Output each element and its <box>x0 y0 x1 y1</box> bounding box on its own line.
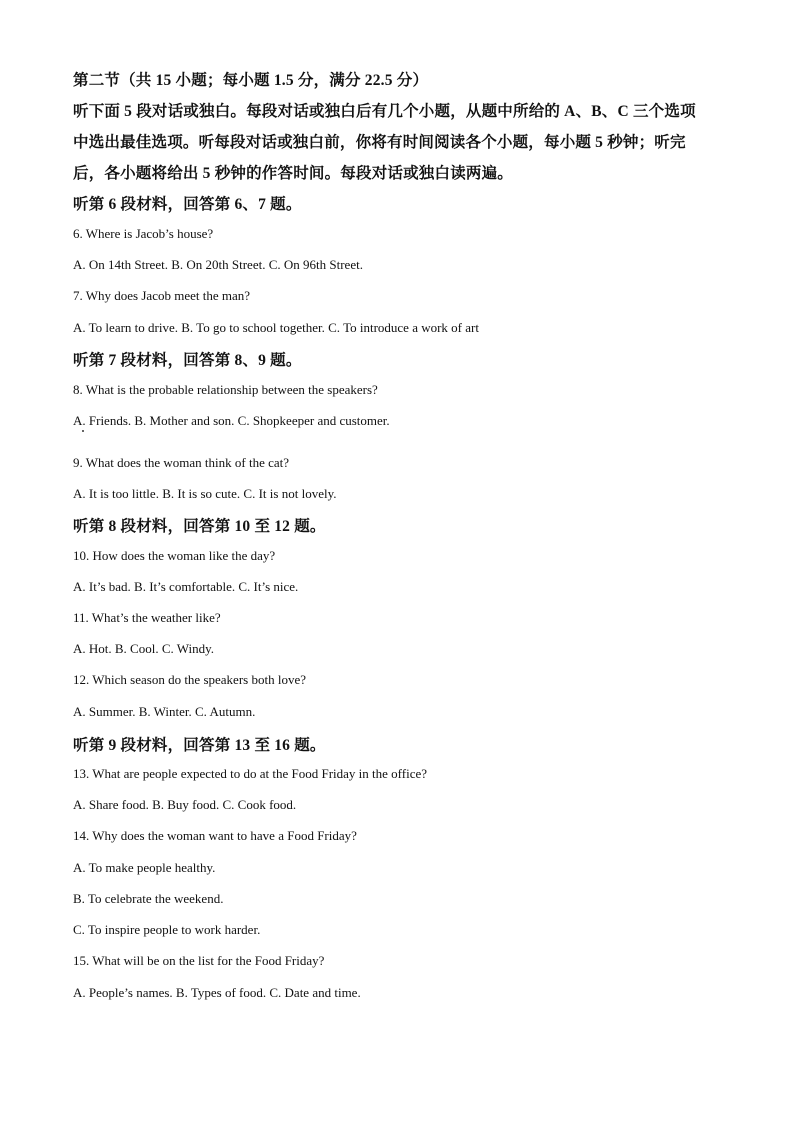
question-options-9: A. It is too little. B. It is so cute. C. It is not lovely. <box>73 486 337 501</box>
question-stem-8: 8. What is the probable relationship between the speakers? <box>73 382 378 397</box>
question-options-8: A. Friends. B. Mother and son. C. Shopkeeper and customer. <box>73 413 390 428</box>
group-heading-7: 听第 7 段材料，回答第 8、9 题。 <box>73 352 302 369</box>
question-option-14a: A. To make people healthy. <box>73 860 216 875</box>
question-stem-10: 10. How does the woman like the day? <box>73 548 276 563</box>
question-options-6: A. On 14th Street. B. On 20th Street. C. On 96th Street. <box>73 257 363 272</box>
instructions-line-1: 听下面 5 段对话或独白。每段对话或独白后有几个小题，从题中所给的 A、B、C 三个选项 <box>73 103 696 120</box>
group-heading-6: 听第 6 段材料，回答第 6、7 题。 <box>73 196 302 213</box>
question-options-7: A. To learn to drive. B. To go to school together. C. To introduce a work of art <box>73 320 479 335</box>
question-stem-11: 11. What’s the weather like? <box>73 610 221 625</box>
question-option-14c: C. To inspire people to work harder. <box>73 922 261 937</box>
question-stem-13: 13. What are people expected to do at the Food Friday in the office? <box>73 766 428 781</box>
question-stem-15: 15. What will be on the list for the Food Friday? <box>73 953 325 968</box>
stray-dot <box>82 430 84 432</box>
question-stem-12: 12. Which season do the speakers both love? <box>73 672 306 687</box>
group-heading-9: 听第 9 段材料，回答第 13 至 16 题。 <box>73 737 326 754</box>
section-title: 第二节（共 15 小题；每小题 1.5 分，满分 22.5 分） <box>73 72 429 89</box>
question-stem-6: 6. Where is Jacob’s house? <box>73 226 214 241</box>
instructions-line-2: 中选出最佳选项。听每段对话或独白前，你将有时间阅读各个小题，每小题 5 秒钟；听完 <box>73 134 686 151</box>
question-stem-7: 7. Why does Jacob meet the man? <box>73 288 251 303</box>
question-options-13: A. Share food. B. Buy food. C. Cook food. <box>73 797 297 812</box>
question-stem-14: 14. Why does the woman want to have a Food Friday? <box>73 828 357 843</box>
question-option-14b: B. To celebrate the weekend. <box>73 891 224 906</box>
question-options-10: A. It’s bad. B. It’s comfortable. C. It’s nice. <box>73 579 299 594</box>
question-stem-9: 9. What does the woman think of the cat? <box>73 455 290 470</box>
question-options-12: A. Summer. B. Winter. C. Autumn. <box>73 704 256 719</box>
question-options-11: A. Hot. B. Cool. C. Windy. <box>73 641 215 656</box>
question-options-15: A. People’s names. B. Types of food. C. Date and time. <box>73 985 361 1000</box>
instructions-line-3: 后，各小题将给出 5 秒钟的作答时间。每段对话或独白读两遍。 <box>73 165 514 182</box>
group-heading-8: 听第 8 段材料，回答第 10 至 12 题。 <box>73 518 326 535</box>
